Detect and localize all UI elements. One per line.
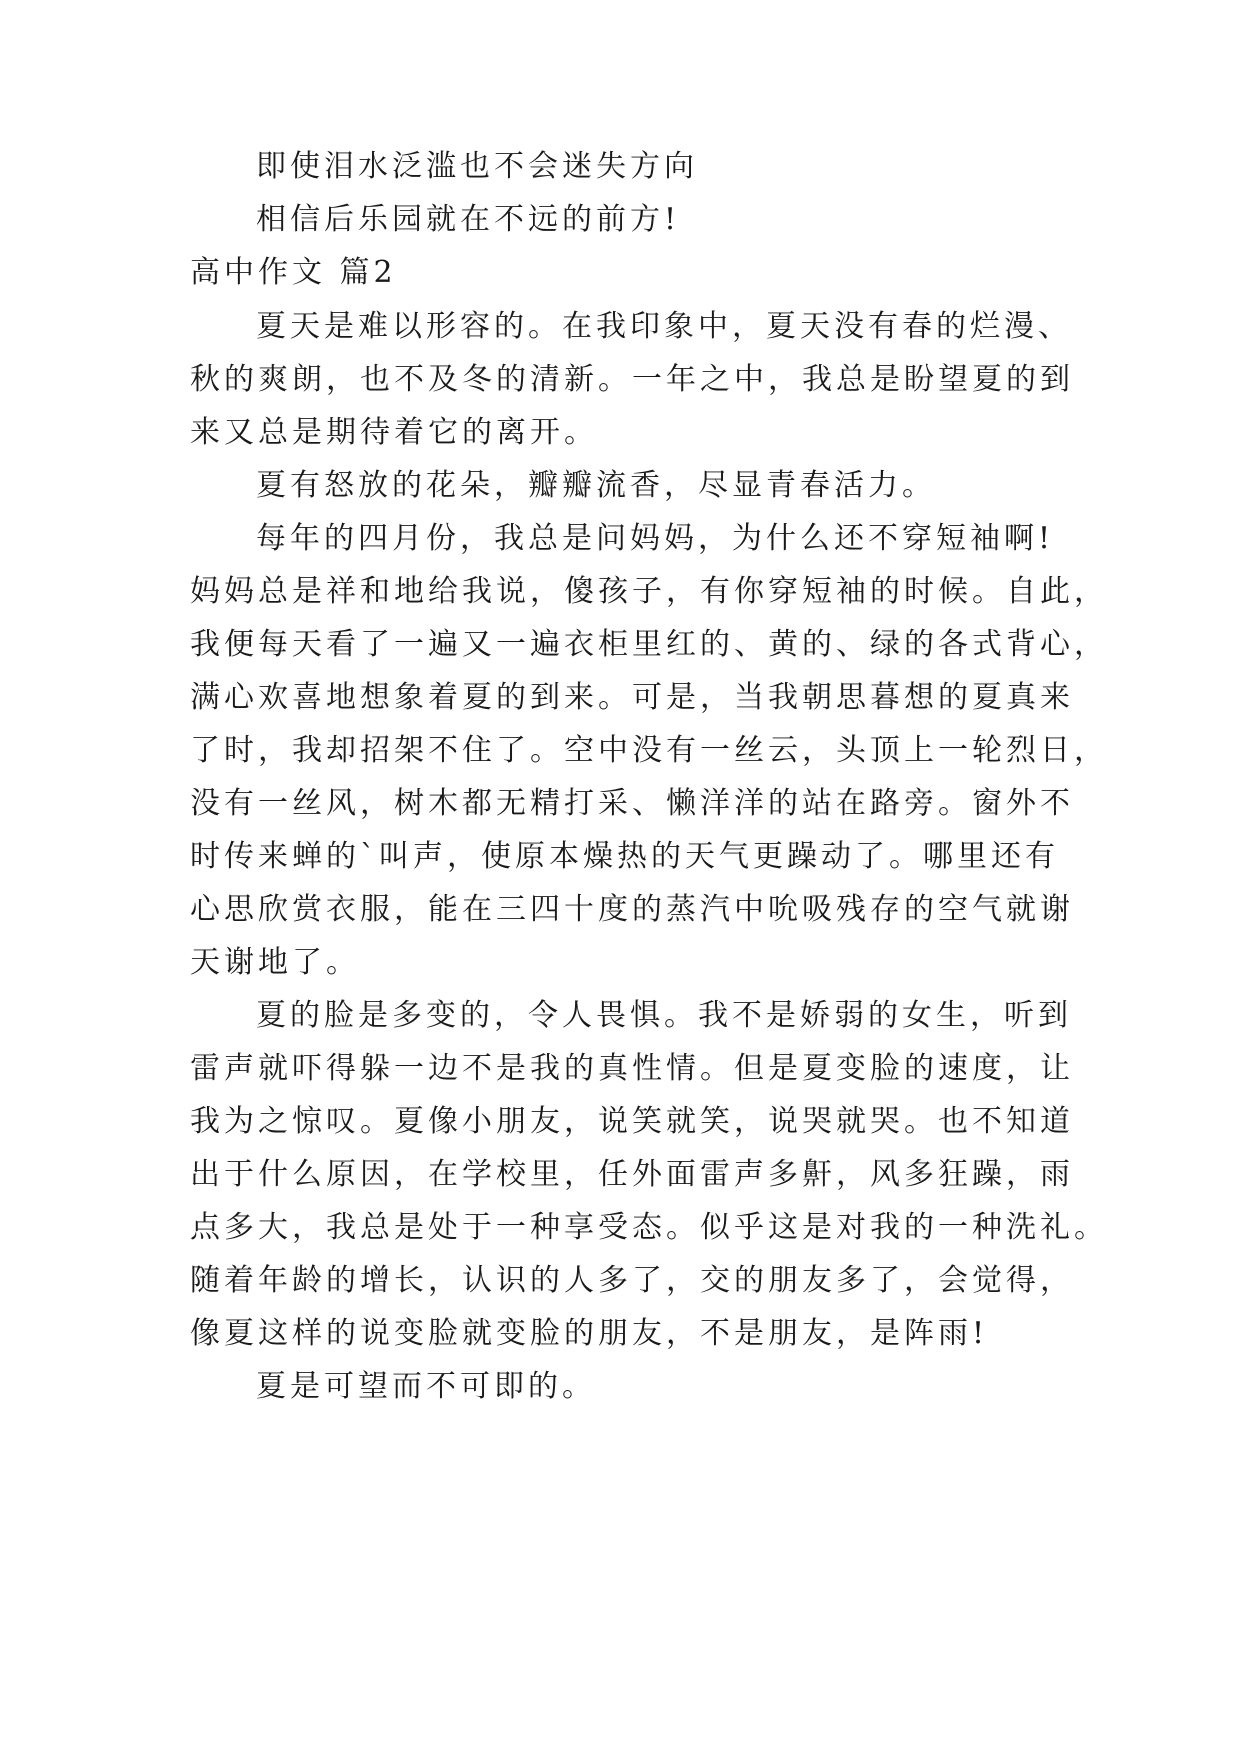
paragraph-line: 没有一丝风，树木都无精打采、懒洋洋的站在路旁。窗外不 (190, 786, 1074, 821)
paragraph-line: 夏天是难以形容的。在我印象中，夏天没有春的烂漫、 (256, 309, 1072, 344)
paragraph-line: 秋的爽朗，也不及冬的清新。一年之中，我总是盼望夏的到 (190, 362, 1074, 397)
paragraph-line: 满心欢喜地想象着夏的到来。可是，当我朝思暮想的夏真来 (190, 680, 1074, 715)
paragraph-line: 夏有怒放的花朵，瓣瓣流香，尽显青春活力。 (256, 468, 936, 503)
paragraph-line: 出于什么原因，在学校里，任外面雷声多鼾，风多狂躁，雨 (190, 1157, 1074, 1192)
paragraph-line: 像夏这样的说变脸就变脸的朋友，不是朋友，是阵雨! (190, 1316, 989, 1351)
paragraph-line: 我为之惊叹。夏像小朋友，说笑就笑，说哭就哭。也不知道 (190, 1104, 1074, 1139)
paragraph-line: 夏是可望而不可即的。 (256, 1369, 596, 1404)
paragraph-line: 妈妈总是祥和地给我说，傻孩子，有你穿短袖的时候。自此， (190, 574, 1108, 609)
paragraph-line: 来又总是期待着它的离开。 (190, 415, 598, 450)
poem-line: 相信后乐园就在不远的前方! (256, 202, 681, 237)
paragraph-line: 雷声就吓得躲一边不是我的真性情。但是夏变脸的速度，让 (190, 1051, 1074, 1086)
paragraph-line: 时传来蝉的`叫声，使原本燥热的天气更躁动了。哪里还有 (190, 839, 1059, 874)
paragraph-line: 随着年龄的增长，认识的人多了，交的朋友多了，会觉得， (190, 1263, 1074, 1298)
section-heading: 高中作文 篇2 (190, 255, 397, 290)
paragraph-line: 点多大，我总是处于一种享受态。似乎这是对我的一种洗礼。 (190, 1210, 1108, 1245)
paragraph-line: 心思欣赏衣服，能在三四十度的蒸汽中吮吸残存的空气就谢 (190, 892, 1074, 927)
paragraph-line: 我便每天看了一遍又一遍衣柜里红的、黄的、绿的各式背心， (190, 627, 1108, 662)
paragraph-line: 夏的脸是多变的，令人畏惧。我不是娇弱的女生，听到 (256, 998, 1072, 1033)
paragraph-line: 了时，我却招架不住了。空中没有一丝云，头顶上一轮烈日， (190, 733, 1108, 768)
paragraph-line: 每年的四月份，我总是问妈妈，为什么还不穿短袖啊! (256, 521, 1055, 556)
poem-line: 即使泪水泛滥也不会迷失方向 (256, 149, 698, 184)
paragraph-line: 天谢地了。 (190, 945, 360, 980)
